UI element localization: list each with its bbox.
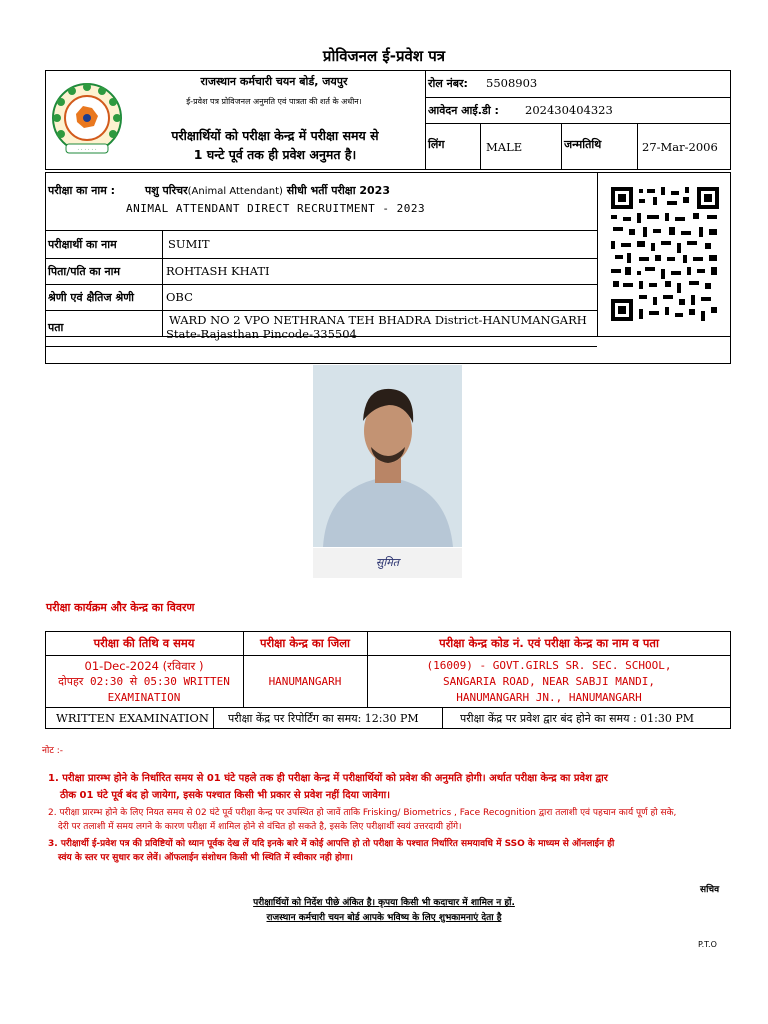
exam-date-cell: 01-Dec-2024 (रविवार ) दोपहर 02:30 से 05:30 WRITTEN EXAMINATION	[58, 659, 230, 704]
candidate-name-label: परीक्षार्थी का नाम	[48, 238, 117, 251]
father-name-label: पिता/पति का नाम	[48, 265, 121, 278]
notes-heading: नोट :-	[42, 746, 64, 756]
candidate-name-value: SUMIT	[168, 237, 210, 251]
rsmssb-logo-icon	[50, 78, 124, 162]
table-header-district: परीक्षा केन्द्र का जिला	[259, 636, 351, 650]
entry-notice: परीक्षार्थियों को परीक्षा केन्द्र में परीक्षा समय से 1 घन्टे पूर्व तक ही प्रवेश अनुमत है।	[171, 128, 379, 162]
dob-value: 27-Mar-2006	[642, 140, 718, 154]
page-title: प्रोविजनल ई-प्रवेश पत्र	[322, 47, 446, 65]
program-section-title: परीक्षा कार्यक्रम और केन्द्र का विवरण	[46, 601, 195, 614]
secretary-label: सचिव	[700, 885, 720, 895]
note-2: 2. परीक्षा प्रारम्भ होने के लिए नियत समय से 02 घंटे पूर्व परीक्षा केन्द्र पर उपस्थित हो जावें ताकि Frisking/ Biometrics , Face Recognition द्वारा तलाशी एवं पहचान कार्य पूर्ण हो सके, देरी पर तलाशी में समय लगने के कारण परीक्षा में शामिल होने से वंचित हो सकते है, इसके लिए परीक्षार्थी स्वयं उत्तरदायी होंगे।	[48, 808, 677, 832]
address-label: पता	[48, 321, 64, 334]
footer-wishes: राजस्थान कर्मचारी चयन बोर्ड आपके भविष्य के लिए शुभकामनाएं देता है	[266, 913, 502, 923]
roll-value: 5508903	[486, 76, 538, 90]
roll-label: रोल नंबर:	[428, 77, 468, 90]
qr-code-icon	[609, 185, 721, 323]
svg-text:· · · · · ·: · · · · · ·	[77, 147, 97, 153]
exam-centre-cell: (16009) - GOVT.GIRLS SR. SEC. SCHOOL, SANGARIA ROAD, NEAR SABJI MANDI, HANUMANGARH JN., HANUMANGARH	[426, 659, 672, 704]
category-value: OBC	[166, 290, 193, 304]
gate-close-time: परीक्षा केंद्र पर प्रवेश द्वार बंद होने का समय : 01:30 PM	[460, 712, 695, 725]
gender-value: MALE	[486, 140, 523, 154]
org-name: राजस्थान कर्मचारी चयन बोर्ड, जयपुर	[200, 75, 348, 88]
note-3: 3. परीक्षार्थी ई-प्रवेश पत्र की प्रविष्टियों को ध्यान पूर्वक देख लें यदि इनके बारे में कोई आपत्ति हो तो परीक्षा के पश्चात निर्धारित समयावधि में SSO के माध्यम से ऑनलाईन ही स्वंय के स्तर पर सुधार कर लेवें। ऑफलाईन संशोधन किसी भी स्थिति में स्वीकार नही होगा।	[48, 839, 615, 863]
application-value: 202430404323	[525, 103, 613, 117]
application-label: आवेदन आई.डी :	[428, 104, 499, 117]
gender-label: लिंग	[428, 138, 445, 151]
person-photo-icon	[313, 365, 462, 547]
note-1: 1. परीक्षा प्रारम्भ होने के निर्धारित समय से 01 घंटे पहले तक ही परीक्षा केन्द्र में परीक्षार्थियों को प्रवेश की अनुमति होगी। अर्थात परीक्षा केन्द्र का प्रवेश द्वार ठीक 01 घंटे पूर्व बंद हो जायेगा, इसके पश्चात किसी भी प्रकार से प्रवेश नहीं दिया जावेगा।	[48, 773, 608, 801]
exam-name-hindi: पशु परिचर(Animal Attendant) सीधी भर्ती परीक्षा 2023	[145, 184, 390, 197]
father-name-value: ROHTASH KHATI	[166, 264, 270, 278]
candidate-signature: सुमित	[313, 548, 462, 578]
table-header-centre: परीक्षा केन्द्र कोड नं. एवं परीक्षा केन्द्र का नाम व पता	[439, 636, 659, 650]
address-value: WARD NO 2 VPO NETHRANA TEH BHADRA District-HANUMANGARH State-Rajasthan Pincode-335504	[166, 313, 587, 341]
footer-instruction: परीक्षार्थियों को निर्देश पीछे अंकित है। कृपया किसी भी कदाचार में शामिल न हों.	[253, 898, 515, 908]
exam-name-english: ANIMAL ATTENDANT DIRECT RECRUITMENT - 2023	[126, 202, 426, 215]
table-header-date: परीक्षा की तिथि व समय	[93, 636, 195, 650]
exam-district-cell: HANUMANGARH	[268, 675, 342, 688]
exam-type: WRITTEN EXAMINATION	[56, 711, 209, 725]
reporting-time: परीक्षा केंद्र पर रिपोर्टिंग का समय: 12:30 PM	[228, 712, 419, 725]
dob-label: जन्मतिथि	[564, 138, 602, 151]
candidate-photo	[313, 365, 462, 547]
pto-label: P.T.O	[698, 940, 717, 949]
category-label: श्रेणी एवं क्षैतिज श्रेणी	[48, 291, 135, 304]
org-subtitle: ई-प्रवेश पत्र प्रोविजनल अनुमति एवं पात्रता की शर्त के अधीन।	[186, 97, 362, 106]
exam-label: परीक्षा का नाम :	[48, 184, 116, 197]
